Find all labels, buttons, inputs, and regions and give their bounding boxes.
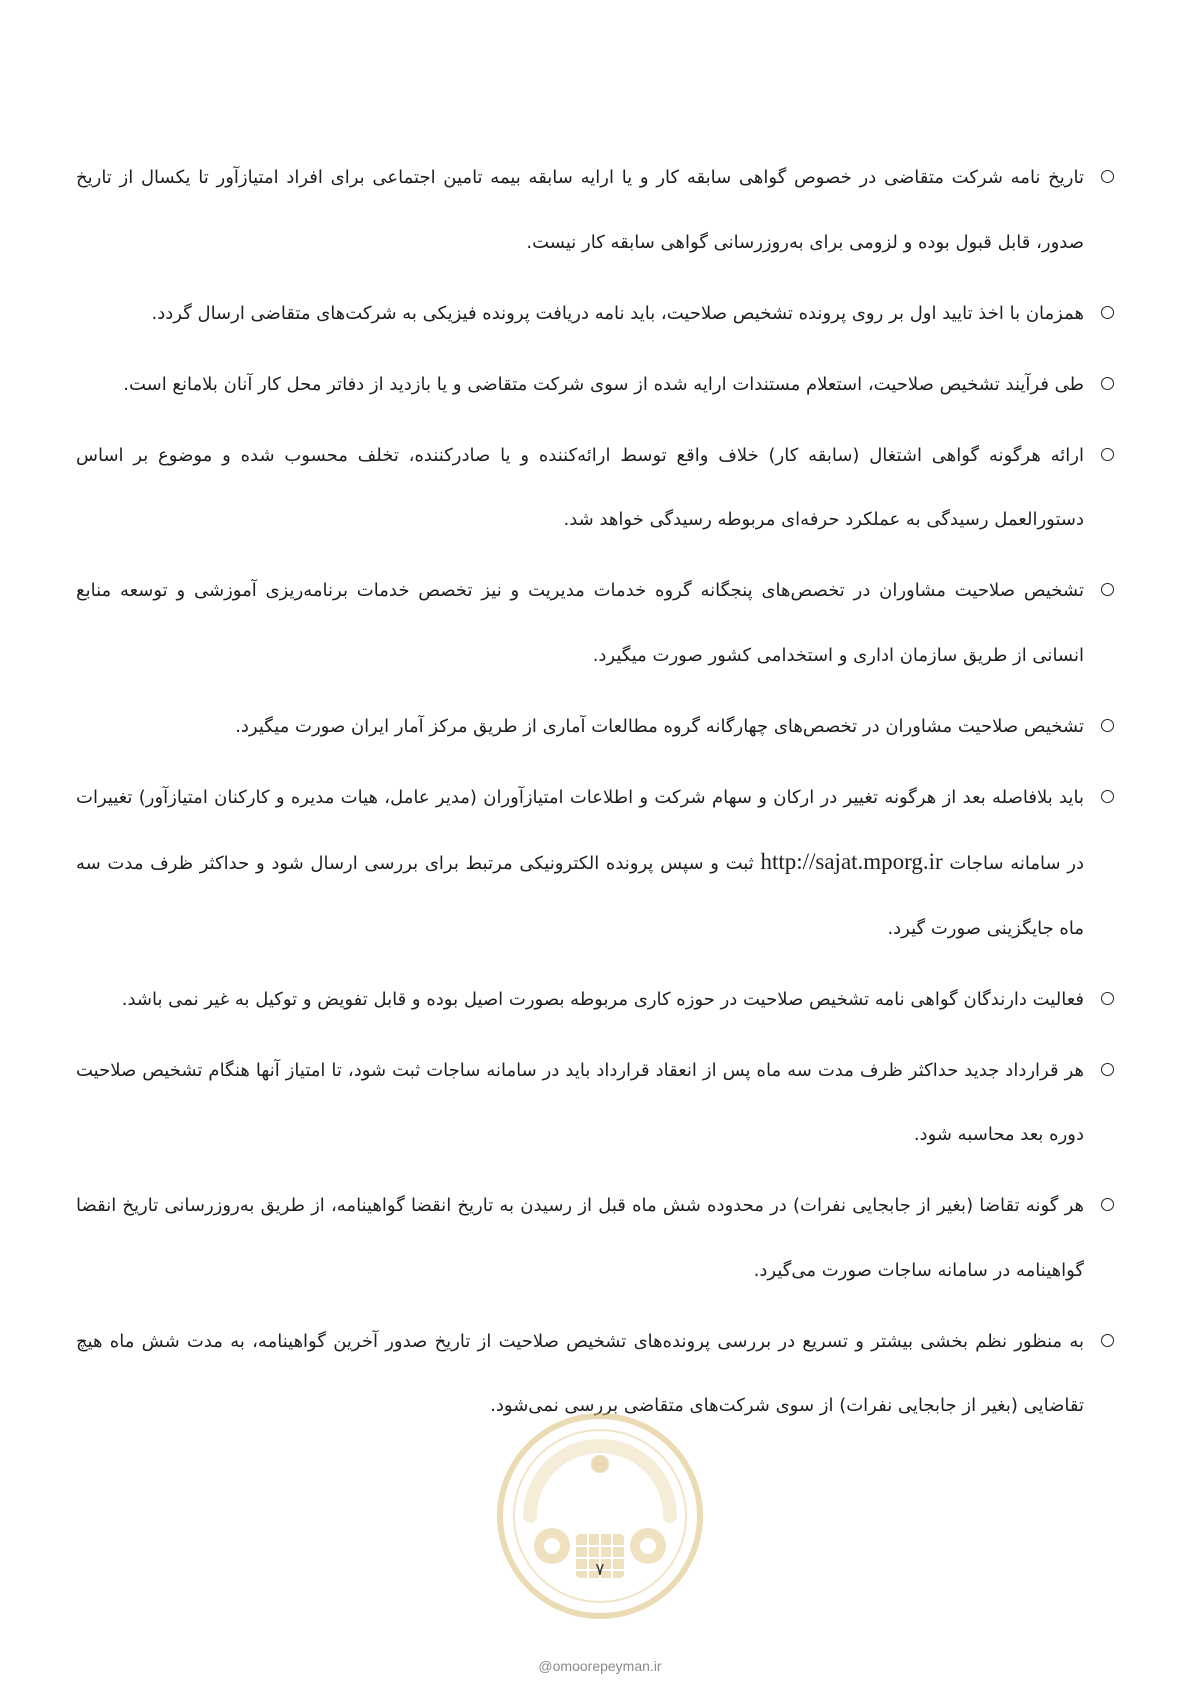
page-number: ۷ (595, 1560, 605, 1580)
rule-text: تاریخ نامه شرکت متقاضی در خصوص گواهی سابقه کار و یا ارایه سابقه بیمه تامین اجتماعی برای افراد امتیازآور تا یکسال از تاریخ صدور، قابل قبول بوده و لزومی برای به‌روزرسانی گواهی سابقه کار نیست. (76, 167, 1084, 253)
hollow-circle-bullet-icon (1101, 377, 1114, 390)
rule-item (76, 695, 1114, 760)
seal-graphic (490, 1406, 710, 1626)
rule-item (76, 1174, 1114, 1303)
rule-text: به منظور نظم بخشی بیشتر و تسریع در بررسی پرونده‌های تشخیص صلاحیت از تاریخ صدور آخرین گواهینامه، به مدت شش ماه هیچ تقاضایی (بغیر از جابجایی نفرات) از سوی شرکت‌های متقاضی بررسی نمی‌شود. (76, 1330, 1084, 1416)
hollow-circle-bullet-icon (1101, 719, 1114, 732)
hollow-circle-bullet-icon (1101, 1334, 1114, 1347)
omoorepeyman-seal-watermark (490, 1406, 710, 1626)
rule-text: فعالیت دارندگان گواهی نامه تشخیص صلاحیت در حوزه کاری مربوطه بصورت اصیل بوده و قابل تفویض و توکیل به غیر نمی باشد. (121, 988, 1084, 1010)
hollow-circle-bullet-icon (1101, 583, 1114, 596)
rule-text: طی فرآیند تشخیص صلاحیت، استعلام مستندات ارایه شده از سوی شرکت متقاضی و یا بازدید از دفاتر محل کار آنان بلامانع است. (123, 373, 1084, 395)
rule-item (76, 282, 1114, 347)
hollow-circle-bullet-icon (1101, 448, 1114, 461)
hollow-circle-bullet-icon (1101, 1198, 1114, 1211)
hollow-circle-bullet-icon (1101, 992, 1114, 1005)
hollow-circle-bullet-icon (1101, 306, 1114, 319)
rule-text: ثبت و سپس پرونده الکترونیکی مرتبط برای بررسی ارسال شود و حداکثر ظرف مدت سه ماه جایگزینی صورت گیرد. (76, 853, 1084, 939)
rule-item (76, 1039, 1114, 1168)
rule-text: تشخیص صلاحیت مشاوران در تخصص‌های پنجگانه گروه خدمات مدیریت و نیز تخصص خدمات برنامه‌ریزی آموزشی و توسعه منابع انسانی از طریق سازمان اداری و استخدامی کشور صورت میگیرد. (76, 580, 1084, 666)
rule-item (76, 559, 1114, 688)
rule-item (76, 968, 1114, 1033)
rule-item (76, 146, 1114, 275)
hollow-circle-bullet-icon (1101, 790, 1114, 803)
rule-item (76, 766, 1114, 962)
rules-list (76, 146, 1114, 1439)
rule-text: هر گونه تقاضا (بغیر از جابجایی نفرات) در محدوده شش ماه قبل از رسیدن به تاریخ انقضا گواهینامه، از طریق به‌روزرسانی تاریخ انقضا گواهینامه در سامانه ساجات صورت می‌گیرد. (76, 1195, 1084, 1281)
watermark-url: @omoorepeyman.ir (538, 1658, 662, 1674)
rule-item (76, 353, 1114, 418)
rule-text: باید بلافاصله بعد از هرگونه تغییر در ارکان و سهام شرکت و اطلاعات امتیازآوران (مدیر عامل، هیات مدیره و کارکنان امتیازآور) تغییرات در سامانه ساجات (76, 786, 1084, 874)
rule-text: تشخیص صلاحیت مشاوران در تخصص‌های چهارگانه گروه مطالعات آماری از طریق مرکز آمار ایران صورت میگیرد. (235, 715, 1084, 737)
rule-text: همزمان با اخذ تایید اول بر روی پرونده تشخیص صلاحیت، باید نامه دریافت پرونده فیزیکی به شرکت‌های متقاضی ارسال گردد. (151, 302, 1084, 324)
sajat-url-link[interactable]: http://sajat.mporg.ir (760, 849, 943, 874)
rule-item (76, 424, 1114, 553)
hollow-circle-bullet-icon (1101, 170, 1114, 183)
rule-text: ارائه هرگونه گواهی اشتغال (سابقه کار) خلاف واقع توسط ارائه‌کننده و یا صادرکننده، تخلف محسوب شده و موضوع بر اساس دستورالعمل رسیدگی به عملکرد حرفه‌ای مربوطه رسیدگی خواهد شد. (76, 444, 1084, 530)
rule-text: هر قرارداد جدید حداکثر ظرف مدت سه ماه پس از انعقاد قرارداد باید در سامانه ساجات ثبت شود، تا امتیاز آنها هنگام تشخیص صلاحیت دوره بعد محاسبه شود. (76, 1059, 1084, 1145)
hollow-circle-bullet-icon (1101, 1063, 1114, 1076)
rules-content (76, 146, 1114, 1445)
